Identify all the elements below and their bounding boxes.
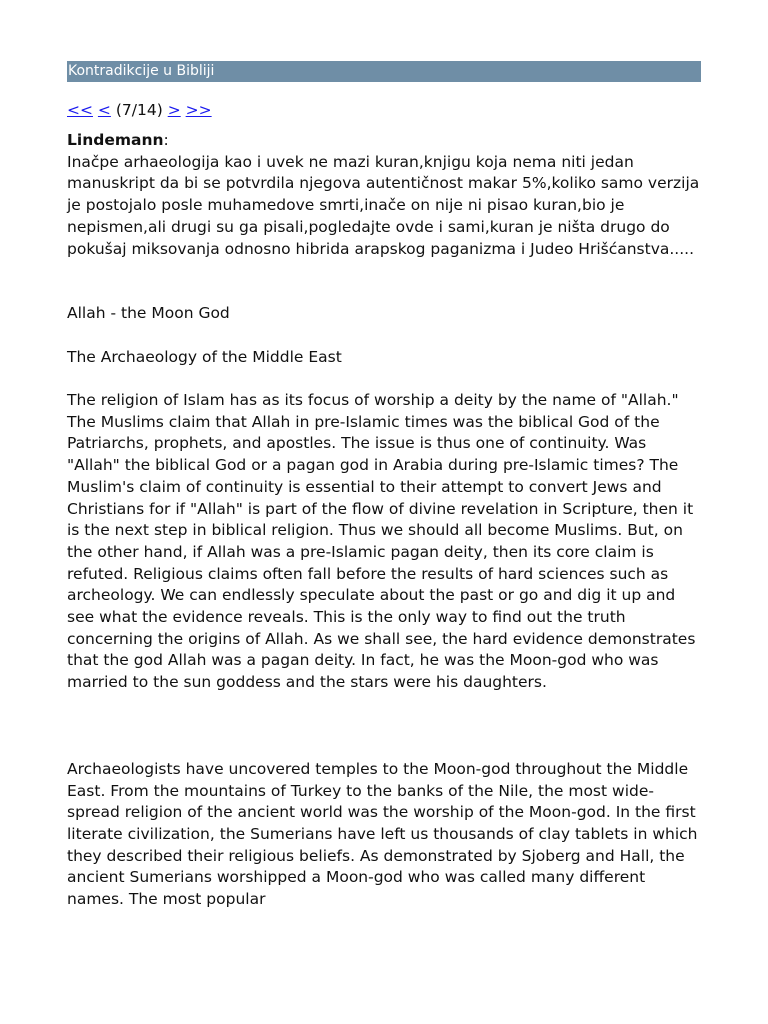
first-page-link[interactable]: << [67, 101, 93, 119]
spacer [67, 368, 701, 390]
prev-page-link[interactable]: < [97, 101, 111, 119]
post-body [67, 130, 701, 911]
article-subheading: The Archaeology of the Middle East [67, 347, 342, 366]
document-page [67, 61, 701, 911]
article-paragraph-2: Archaeologists have uncovered temples to the Moon-god throughout the Middle East. From the mountains of Turkey to the banks of the Nile, the most wide-spread religion of the ancient world was the worship of the Moon-god. In the first literate civilization, the Sumerians have left us thousands of clay tablets in which they described their religious beliefs. As demonstrated by Sjoberg and Hall, the ancient Sumerians worshipped a Moon-god who was called many different names. The most popular [67, 759, 698, 909]
article-heading: Allah - the Moon God [67, 304, 230, 323]
thread-title-bar [67, 61, 701, 82]
author-name: Lindemann [67, 131, 164, 149]
author-suffix: : [163, 131, 169, 149]
spacer [67, 694, 701, 759]
author-comment: Inačpe arhaeologija kao i uvek ne mazi kuran,knjigu koja nema niti jedan manuskript da bi se potvrdila njegova autentičnost makar 5%,koliko samo verzija je postojalo posle muhamedove smrti,inače on nije ni pisao kuran,bio je nepismen,ali drugi su ga pisali,pogledajte ovde i sami,kuran je ništa drugo do pokušaj miksovanja odnosno hibrida arapskog paganizma i Judeo Hrišćanstva..... [67, 152, 700, 258]
pagination-nav [67, 99, 701, 121]
page-indicator: (7/14) [115, 101, 163, 119]
article-paragraph-1: The religion of Islam has as its focus of worship a deity by the name of "Allah." The Muslims claim that Allah in pre-Islamic times was the biblical God of the Patriarchs, prophets, and apostles. The issue is thus one of continuity. Was "Allah" the biblical God or a pagan god in Arabia during pre-Islamic times? The Muslim's claim of continuity is essential to their attempt to convert Jews and Christians for if "Allah" is part of the flow of divine revelation in Scripture, then it is the next step in biblical religion. Thus we should all become Muslims. But, on the other hand, if Allah was a pre-Islamic pagan deity, then its core claim is refuted. Religious claims often fall before the results of hard sciences such as archeology. We can endlessly speculate about the past or go and dig it up and see what the evidence reveals. This is the only way to find out the truth concerning the origins of Allah. As we shall see, the hard evidence demonstrates that the god Allah was a pagan deity. In fact, he was the Moon-god who was married to the sun goddess and the stars were his daughters. [67, 391, 696, 692]
spacer [67, 325, 701, 347]
next-page-link[interactable]: > [167, 101, 181, 119]
last-page-link[interactable]: >> [185, 101, 212, 119]
spacer [67, 260, 701, 303]
author-line [67, 130, 701, 152]
thread-title: Kontradikcije u Bibliji [68, 63, 215, 79]
